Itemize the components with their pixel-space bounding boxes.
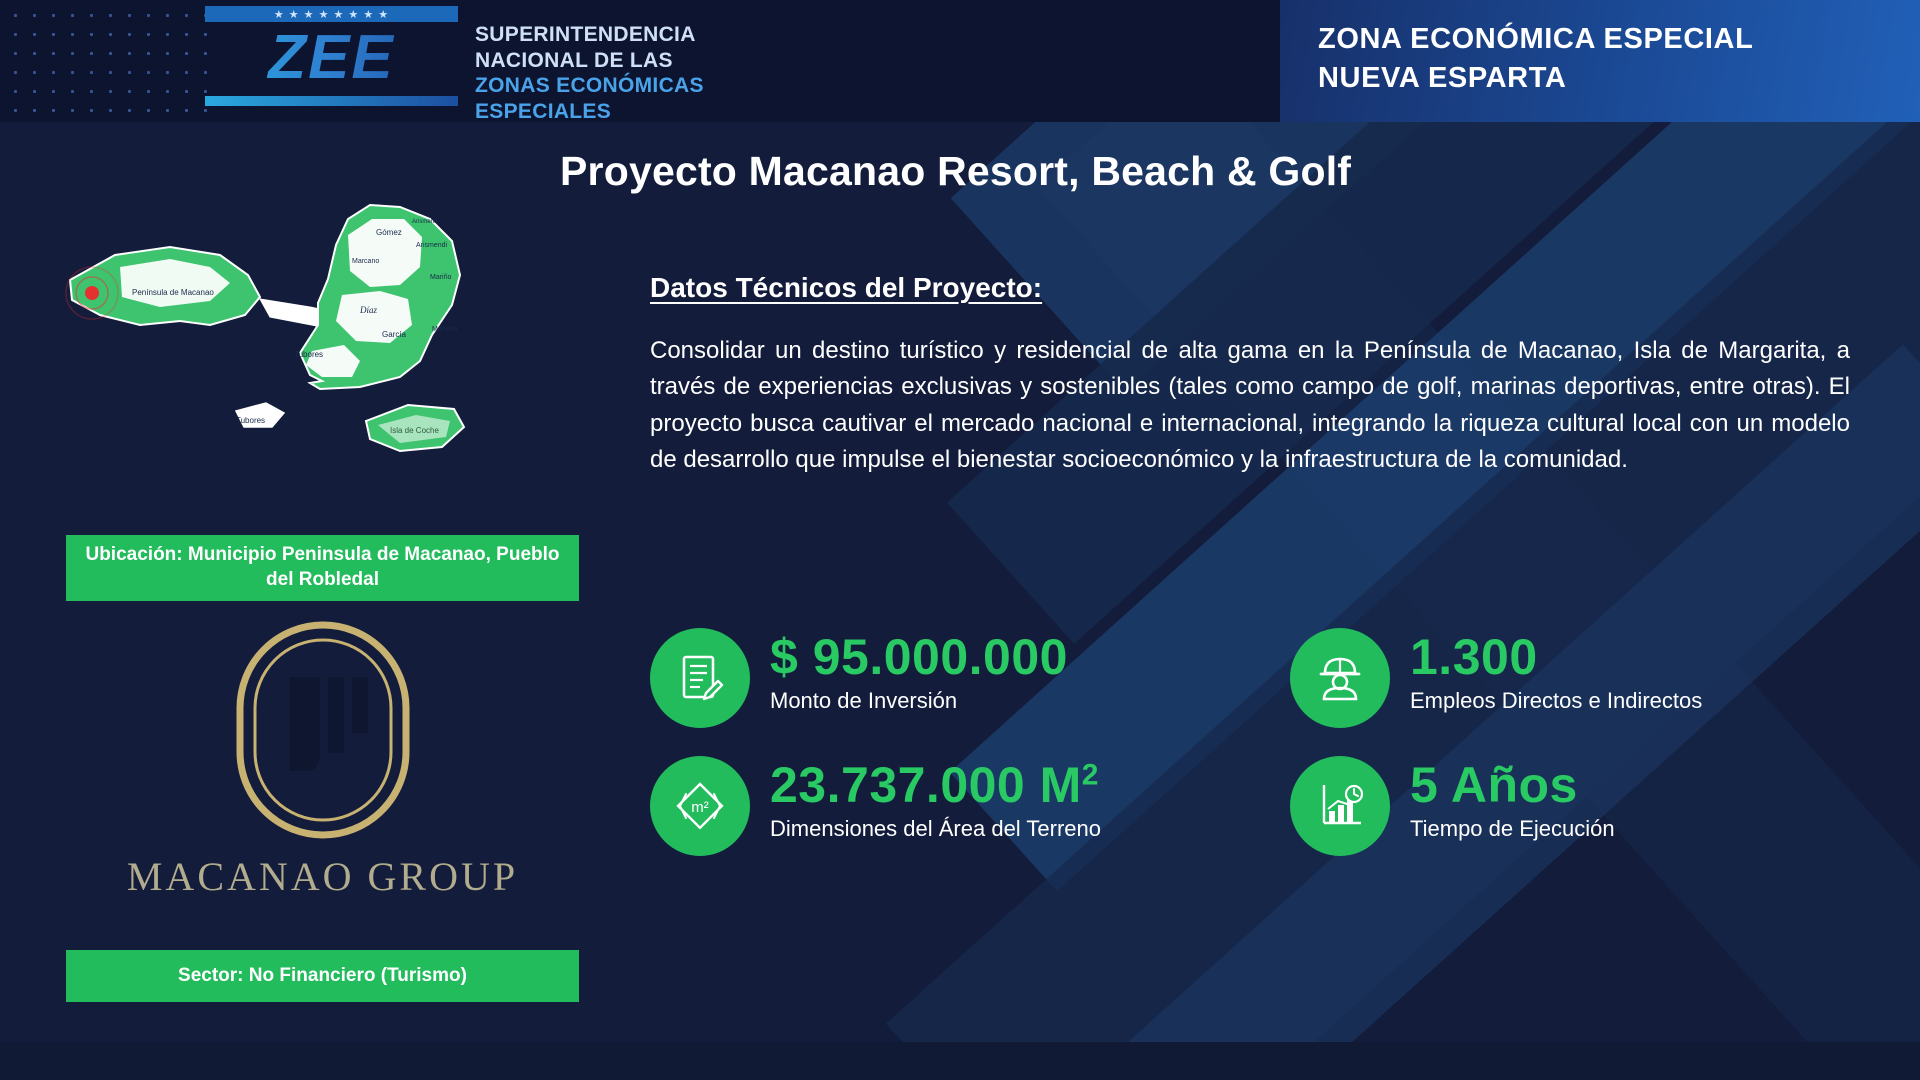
zone-title-box (1280, 0, 1920, 122)
technical-data-body: Consolidar un destino turístico y residencial de alta gama en la Península de Macanao, Isla de Margarita, a través de experiencias exclusivas y sostenibles (tales como campo de golf, marinas deportivas, entre otras). El proyecto busca cautivar el mercado nacional e internacional, integrando la riqueza cultural local con un modelo de desarrollo que impulse el bienestar socioeconómico y la infraestructura de la comunidad. (650, 337, 1850, 474)
stat-investment-text (770, 628, 1068, 714)
stat-area-exponent: 2 (1081, 758, 1099, 792)
svg-text:Arismendi: Arismendi (416, 242, 448, 249)
stat-area (650, 756, 1290, 856)
area-m2-icon (650, 756, 750, 856)
stat-duration-text (1410, 756, 1615, 842)
stat-area-value (770, 758, 1101, 812)
margarita-island-map (60, 175, 560, 505)
svg-text:Tubores: Tubores (236, 416, 266, 425)
page-title: Proyecto Macanao Resort, Beach & Golf (560, 148, 1352, 194)
org-line-3: ZONAS ECONÓMICAS (475, 74, 704, 98)
zone-line-1: ZONA ECONÓMICA ESPECIAL (1318, 23, 1754, 55)
stat-jobs (1290, 628, 1880, 728)
document-pen-icon (650, 628, 750, 728)
stats-grid (650, 628, 1880, 884)
stat-area-text (770, 756, 1101, 842)
org-line-4: ESPECIALES (475, 99, 612, 123)
org-line-2: NACIONAL DE LAS (475, 48, 673, 72)
stat-area-number: 23.737.000 M (770, 757, 1082, 813)
brand-name: MACANAO GROUP (126, 854, 519, 899)
stat-jobs-value: 1.300 (1410, 629, 1538, 685)
svg-text:Maneiro: Maneiro (432, 326, 458, 333)
stat-investment (650, 628, 1290, 728)
stars-decoration: ★ ★ ★ ★ ★ ★ ★ ★ (205, 6, 458, 22)
stat-investment-label: Monto de Inversión (770, 688, 958, 713)
svg-text:m²: m² (691, 799, 709, 816)
worker-helmet-icon (1290, 628, 1390, 728)
growth-chart-clock-icon (1290, 756, 1390, 856)
svg-text:Díaz: Díaz (360, 305, 378, 315)
sector-badge: Sector: No Financiero (Turismo) (66, 950, 579, 1002)
svg-text:Mariño: Mariño (430, 274, 452, 281)
svg-text:Arismendi: Arismendi (412, 219, 439, 225)
stat-duration (1290, 756, 1880, 856)
svg-text:Península de Macanao: Península de Macanao (132, 288, 214, 297)
map-svg (60, 175, 560, 505)
stat-duration-value: 5 Años (1410, 757, 1578, 813)
location-badge: Ubicación: Municipio Peninsula de Macanao, Pueblo del Robledal (66, 535, 579, 601)
company-brand (66, 615, 579, 933)
zee-logo (205, 6, 458, 106)
stats-row-1 (650, 628, 1880, 728)
svg-text:García: García (382, 330, 407, 339)
stat-duration-label: Tiempo de Ejecución (1410, 816, 1615, 841)
bottom-strip (0, 1042, 1920, 1080)
svg-text:Isla de Coche: Isla de Coche (390, 426, 439, 435)
dot-pattern-decoration (0, 0, 210, 122)
organization-name (475, 22, 704, 124)
svg-text:Tubores: Tubores (294, 350, 324, 359)
stat-investment-value: $ 95.000.000 (770, 629, 1068, 685)
org-line-1: SUPERINTENDENCIA (475, 23, 696, 46)
stat-area-label: Dimensiones del Área del Terreno (770, 816, 1101, 841)
stats-row-2 (650, 756, 1880, 856)
stat-jobs-label: Empleos Directos e Indirectos (1410, 688, 1703, 713)
zee-logo-acronym: ZEE (205, 22, 458, 94)
technical-data-heading: Datos Técnicos del Proyecto: (650, 272, 1043, 303)
stat-jobs-text (1410, 628, 1702, 714)
zone-line-2: NUEVA ESPARTA (1318, 62, 1567, 95)
macanao-group-logo-icon (228, 615, 418, 845)
svg-text:Gómez: Gómez (376, 228, 402, 237)
logo-underline (205, 96, 458, 106)
svg-text:Marcano: Marcano (352, 258, 380, 265)
header-bar (0, 0, 1920, 122)
